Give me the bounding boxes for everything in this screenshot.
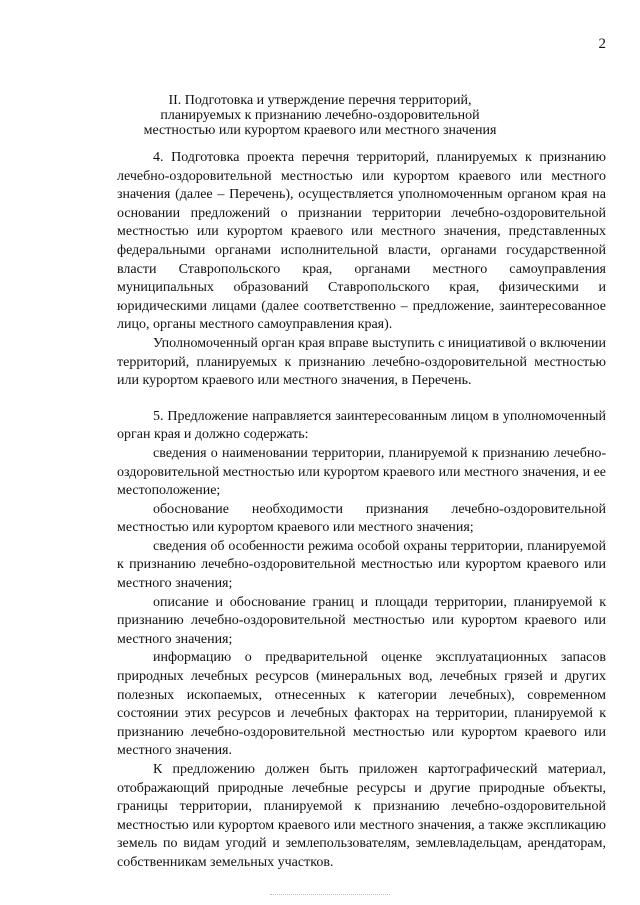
paragraph-4-initiative: Уполномоченный орган края вправе выступить с инициативой о включении территорий, планируемых к признанию лечебно-оздоровительной местностью или курортом краевого или местного значения, в Перечень. [117,335,606,389]
section-heading [110,93,530,138]
footer-scan-mark [270,894,390,895]
paragraph-5: 5. Предложение направляется заинтересованным лицом в уполномоченный орган края и должно содержать: [117,408,606,443]
section-heading-line-1: II. Подготовка и утверждение перечня территорий, [168,93,472,108]
paragraph-4: 4. Подготовка проекта перечня территорий, планируемых к признанию лечебно-оздоровительной местностью или курортом краевого или местного значения (далее – Перечень), осуществляется уполномоченным органом края на основании предложений о признании территории лечебно-оздоровительной местностью или курортом краевого или местного значения, представленных федеральными органами исполнительной власти, органами государственной власти Ставропольского края, органами местного самоуправления муниципальных образований Ставропольского края, физическими и юридическими лицами (далее соответственно – предложение, заинтересованное лицо, органы местного самоуправления края). [117,150,606,333]
section-heading-line-2: планируемых к признанию лечебно-оздоровительной [160,108,480,123]
paragraph-5-resources-assessment: информацию о предварительной оценке эксплуатационных запасов природных лечебных ресурсов (минеральных вод, лечебных грязей и других полезных ископаемых, отнесенных к категории лечебных), современном состоянии этих ресурсов и лечебных факторах на территории, планируемой к признанию лечебно-оздоровительной местностью или курортом краевого или местного значения. [117,650,606,759]
section-heading-line-3: местностью или курортом краевого или местного значения [143,123,497,138]
page-number: 2 [598,36,606,52]
paragraph-gap [117,391,606,408]
paragraph-5-name-location: сведения о наименовании территории, планируемой к признанию лечебно-оздоровительной местностью или курортом краевого или местного значения, и ее местоположение; [117,445,606,499]
paragraph-5-protection-regime: сведения об особенности режима особой охраны территории, планируемой к признанию лечебно-оздоровительной местностью или курортом краевого или местного значения; [117,538,606,592]
document-body [117,149,606,873]
paragraph-5-justification: обоснование необходимости признания лечебно-оздоровительной местностью или курортом краевого или местного значения; [117,501,606,536]
paragraph-5-boundaries: описание и обоснование границ и площади территории, планируемой к признанию лечебно-оздоровительной местностью или курортом краевого или местного значения; [117,594,606,647]
paragraph-5-cartographic-material: К предложению должен быть приложен картографический материал, отображающий природные лечебные ресурсы и другие природные объекты, границы территории, планируемой к признанию лечебно-оздоровительной местностью или курортом краевого или местного значения, а также экспликацию земель по видам угодий и землепользователям, землевладельцам, арендаторам, собственникам земельных участков. [117,762,606,870]
